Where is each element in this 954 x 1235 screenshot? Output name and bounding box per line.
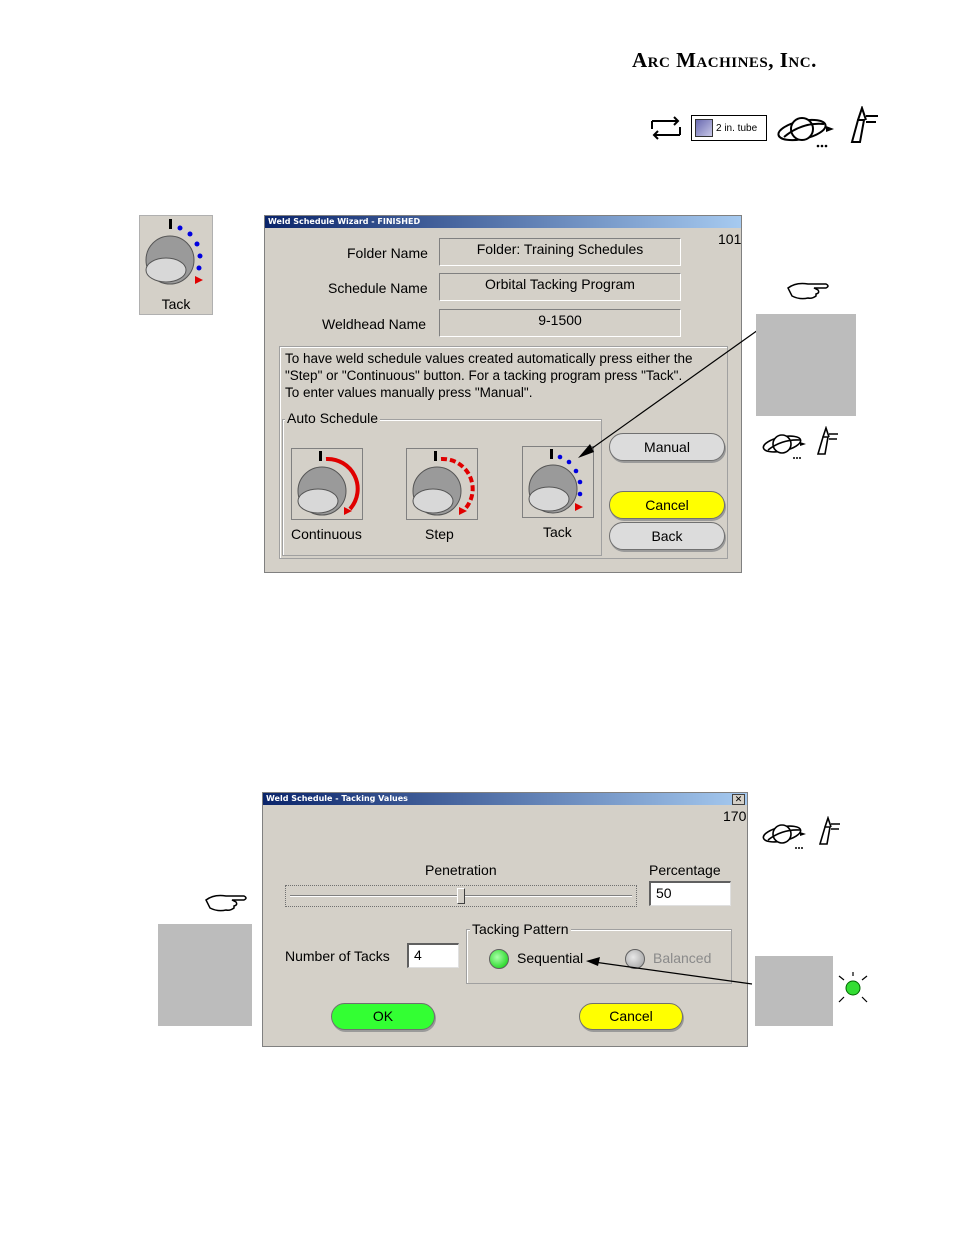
tack-label: Tack (543, 524, 572, 540)
percentage-label: Percentage (649, 862, 721, 878)
slider-thumb[interactable] (457, 888, 465, 904)
tube-size-label: 2 in. tube (716, 122, 758, 134)
orbit-icon (774, 108, 836, 150)
note-box-tacking (755, 956, 833, 1026)
schedule-name-label: Schedule Name (328, 280, 428, 296)
green-light-icon (836, 970, 870, 1006)
auto-schedule-legend: Auto Schedule (287, 410, 379, 426)
instructions-line-2: "Step" or "Continuous" button. For a tacking program press "Tack". (285, 368, 683, 383)
weldhead-name-field: 9-1500 (439, 309, 681, 337)
tacking-window-number: 170 (723, 808, 747, 824)
step-button[interactable] (406, 448, 478, 520)
callout-arrow-2 (580, 950, 760, 990)
sequential-radio[interactable] (489, 949, 509, 969)
step-dial-icon (407, 449, 477, 519)
number-of-tacks-label: Number of Tacks (285, 948, 390, 964)
penetration-slider[interactable] (285, 885, 637, 907)
instructions-line-3: To enter values manually press "Manual". (285, 385, 533, 400)
tacking-window (262, 792, 748, 1047)
pointing-hand-icon-left (204, 890, 250, 916)
wizard-window-number: 101 (718, 231, 742, 247)
orbit-icon-small (760, 428, 810, 462)
note-box-left (158, 924, 252, 1026)
balanced-label: Balanced (653, 950, 712, 966)
number-of-tacks-input[interactable]: 4 (407, 943, 459, 968)
tack-dial-icon (140, 216, 212, 288)
tacking-titlebar: Weld Schedule - Tacking Values (263, 793, 747, 805)
percentage-input[interactable]: 50 (649, 881, 731, 906)
tube-size-icon (691, 115, 767, 141)
manual-button[interactable]: Manual (609, 433, 725, 461)
torch-icon-small (814, 426, 840, 458)
side-tack-icon-tile (139, 215, 213, 315)
step-label: Step (425, 526, 454, 542)
ok-button[interactable]: OK (331, 1003, 435, 1030)
tacking-cancel-button[interactable]: Cancel (579, 1003, 683, 1030)
sequential-label: Sequential (517, 950, 584, 966)
company-name: Arc Machines, Inc. (632, 48, 817, 72)
tacking-pattern-legend: Tacking Pattern (472, 921, 569, 937)
wizard-titlebar: Weld Schedule Wizard - FINISHED (265, 216, 741, 228)
penetration-label: Penetration (425, 862, 497, 878)
instructions-line-1: To have weld schedule values created automatically press either the (285, 351, 693, 366)
torch-icon (846, 106, 880, 146)
continuous-dial-icon (292, 449, 362, 519)
folder-name-field: Folder: Training Schedules (439, 238, 681, 266)
tube-chip-icon (695, 119, 713, 137)
continuous-label: Continuous (291, 526, 362, 542)
back-button[interactable]: Back (609, 522, 725, 550)
folder-name-label: Folder Name (347, 245, 428, 261)
pointing-hand-icon (786, 278, 832, 302)
continuous-button[interactable] (291, 448, 363, 520)
orbit-icon-tacking (760, 818, 810, 852)
schedule-name-field: Orbital Tacking Program (439, 273, 681, 301)
close-icon: ✕ (734, 794, 743, 804)
weldhead-name-label: Weldhead Name (322, 316, 427, 332)
cancel-button[interactable]: Cancel (609, 491, 725, 519)
swap-arrows-icon (648, 115, 684, 141)
close-button[interactable] (732, 794, 745, 805)
callout-arrow-1 (570, 320, 770, 470)
torch-icon-tacking (816, 816, 844, 848)
note-box-right (756, 314, 856, 416)
side-tack-label: Tack (161, 296, 191, 312)
